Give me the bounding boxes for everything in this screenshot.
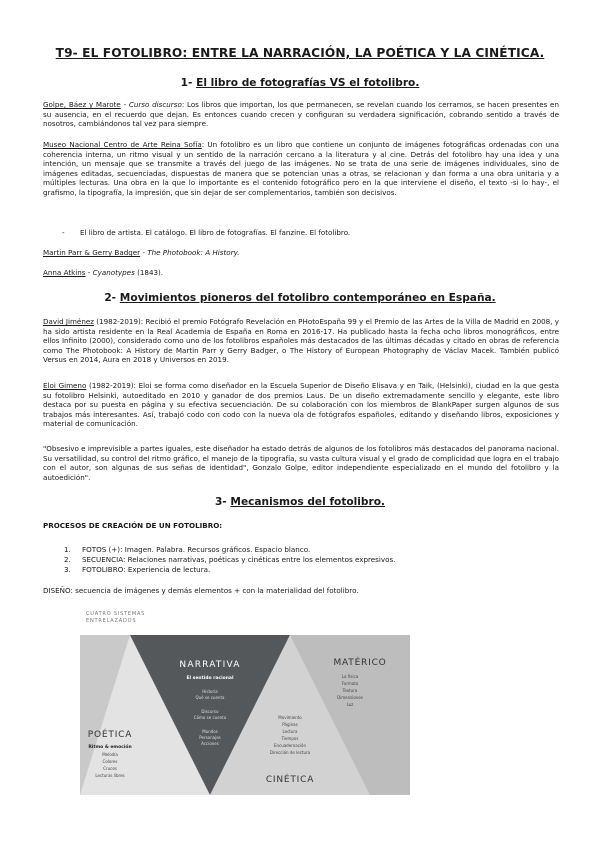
list-item: FOTOS (+): Imagen. Palabra. Recursos gráficos. Espacio blanco.	[82, 545, 311, 554]
poetica-title: POÉTICA	[87, 730, 133, 740]
materico-item: La física	[341, 674, 359, 679]
cinetica-item: Dirección de lectura	[269, 750, 311, 755]
bullet-item: El libro de artista. El catálogo. El libro de fotografías. El fanzine. El fotolibro.	[80, 228, 351, 237]
section-2-number: 2-	[104, 292, 120, 304]
quote-gonzalo-golpe: "Obsesivo e imprevisible a partes iguales, este diseñador ha estado detrás de algunos de los fotolibros más destacados del panorama nacional. Su versatilidad, su control del ritmo gráfico, el manejo de la tipografía, su vasta cultura visual y el grado de complicidad que logra en el trabajo con el autor, son algunas de sus señas de identidad", Gonzalo Golpe, editor independiente especializado en el mundo del fotolibro y la autoedición".	[43, 444, 559, 482]
section-1-number: 1-	[180, 77, 197, 89]
diagram-header-line2: ENTRELAZADOS	[86, 618, 137, 624]
work-curso-discurso: Curso discurso	[128, 100, 182, 109]
poetica-item: Cruces	[103, 766, 117, 771]
cinetica-item: Tiempos	[281, 736, 299, 741]
list-item: FOTOLIBRO: Experiencia de lectura.	[82, 565, 211, 574]
materico-item: Dimensiones	[337, 695, 363, 700]
list-number: 2.	[64, 555, 71, 564]
paragraph-golpe: Golpe, Báez y Marote - Curso discurso: Los libros que importan, los que permanecen, se revelan cuando los cerramos, se hacen presentes en su ausencia, en el recuerdo que dejan. Es entonces cuando crecen y configuran su verdadera significación, cobrando sentido a través de nosotros, cambiándonos tal vez para siempre.	[43, 100, 559, 128]
cinetica-item: Páginas	[282, 722, 298, 727]
cinetica-item: Movimiento	[278, 715, 302, 720]
cinetica-title: CINÉTICA	[265, 775, 315, 785]
materico-title: MATÉRICO	[333, 658, 387, 668]
poetica-item: Lecturas libres	[95, 773, 125, 778]
section-2-title: Movimientos pioneros del fotolibro contemporáneo en España.	[119, 292, 496, 304]
section-1-title: El libro de fotografías VS el fotolibro.	[196, 77, 420, 89]
section-3-number: 3-	[214, 496, 231, 508]
paragraph-david-jimenez: David Jiménez (1982-2019): Recibió el premio Fotógrafo Revelación en PHotoEspaña 99 y el Premio de las Artes de la Villa de Madrid en 2008, y ha sido artista residente en la Real Academia de España en Roma en 2016-17. Ha publicado hasta la fecha ocho libros monográficos, entre ellos Infinito (2000), considerado como uno de los fotolibros españoles más destacados de las últimas décadas y citado en obras de referencia como The Photobook: A History de Martin Parr y Gerry Badger, o The History of European Photography de Václav Macek. También publicó Versus en 2014, Aura en 2018 y Universos en 2019.	[43, 317, 559, 364]
narrativa-title: NARRATIVA	[179, 660, 241, 670]
narrativa-item: Historia	[202, 689, 218, 694]
narrativa-item: Cómo se cuenta	[193, 715, 227, 720]
section-1-heading	[40, 77, 560, 89]
procesos-heading: PROCESOS DE CREACIÓN DE UN FOTOLIBRO:	[43, 521, 223, 530]
materico-item: Luz	[346, 702, 354, 707]
paragraph-eloi-gimeno: Eloi Gimeno (1982-2019): Eloi se forma como diseñador en la Escuela Superior de Diseño Elisava y en Taik, (Helsinki), ciudad en la que gesta su fotolibro Helsinki, autoeditado en 2010 y ganador de dos premios Laus. De un diseño extremadamente sencillo y elegante, este libro destaca por su puesta en página y su efectiva secuenciación. De su colaboración con los miembros de BlankPaper surgen algunos de sus trabajos más interesantes. Así, trabajó codo con codo con la nueva ola de fotógrafos españoles, editando y diseñando libros, exposiciones y material de comunicación.	[43, 381, 559, 428]
poetica-item: Colores	[102, 759, 118, 764]
author-david-jimenez: David Jiménez	[43, 317, 94, 326]
reference-parr-badger: Martin Parr & Gerry Badger - The Photobook: A History.	[43, 248, 240, 257]
narrativa-item: Discurso	[201, 709, 219, 714]
narrativa-item: Acciones	[201, 741, 219, 746]
poetica-item: Melodía	[102, 752, 118, 757]
list-number: 1.	[64, 545, 71, 554]
materico-item: Textura	[342, 688, 358, 693]
bullet-mark: -	[62, 228, 65, 237]
author-eloi-gimeno: Eloi Gimeno	[43, 381, 87, 390]
section-3-title: Mecanismos del fotolibro.	[230, 496, 386, 508]
reference-anna-atkins: Anna Atkins - Cyanotypes (1843).	[43, 268, 164, 277]
list-item: SECUENCIA: Relaciones narrativas, poéticas y cinéticas entre los elementos expresivos.	[82, 555, 396, 564]
author-golpe: Golpe, Báez y Marote	[43, 100, 121, 109]
poetica-subtitle: Ritmo & emoción	[88, 745, 132, 750]
narrativa-item: Personajes	[199, 735, 221, 740]
paragraph-reina-sofia: Museo Nacional Centro de Arte Reina Sofía: Un fotolibro es un libro que contiene un conjunto de imágenes fotográficas ordenadas con una coherencia interna, un ritmo visual y un sentido de la narración cercano a la literatura y al cine. Detrás del fotolibro hay una idea y una intención, un mensaje que se transmite a través del juego de las imágenes. No se trata de una serie de imágenes individuales, sino de imágenes editadas, secuenciadas, dispuestas de manera que se potencian unas a otras, se relacionan y dan forma a una obra unitaria y a múltiples lecturas. Una obra en la que lo importante es el contenido fotográfico pero en la que interviene el diseño, el texto -si lo hay-, el grafismo, la tipografía, la impresión, que sin dejar de ser complementarios, también son decisivos.	[43, 140, 559, 197]
list-number: 3.	[64, 565, 71, 574]
four-systems-diagram	[80, 605, 410, 800]
diagram-header-line1: CUATRO SISTEMAS	[86, 611, 146, 617]
materico-item: Formato	[341, 681, 359, 686]
narrativa-subtitle: El sentido racional	[186, 676, 234, 681]
cinetica-item: Encuadernación	[273, 743, 307, 748]
narrativa-item: Qué se cuenta	[195, 695, 225, 700]
narrativa-item: Mundos	[202, 729, 218, 734]
diseno-line: DISEÑO: secuencia de imágenes y demás elementos + con la materialidad del fotolibro.	[43, 586, 359, 595]
four-systems-svg	[80, 605, 410, 800]
section-2-heading	[40, 292, 560, 304]
author-reina-sofia: Museo Nacional Centro de Arte Reina Sofía	[43, 140, 202, 149]
document-title: T9- EL FOTOLIBRO: ENTRE LA NARRACIÓN, LA POÉTICA Y LA CINÉTICA.	[55, 46, 545, 60]
cinetica-item: Lectura	[282, 729, 298, 734]
section-3-heading	[40, 496, 560, 508]
